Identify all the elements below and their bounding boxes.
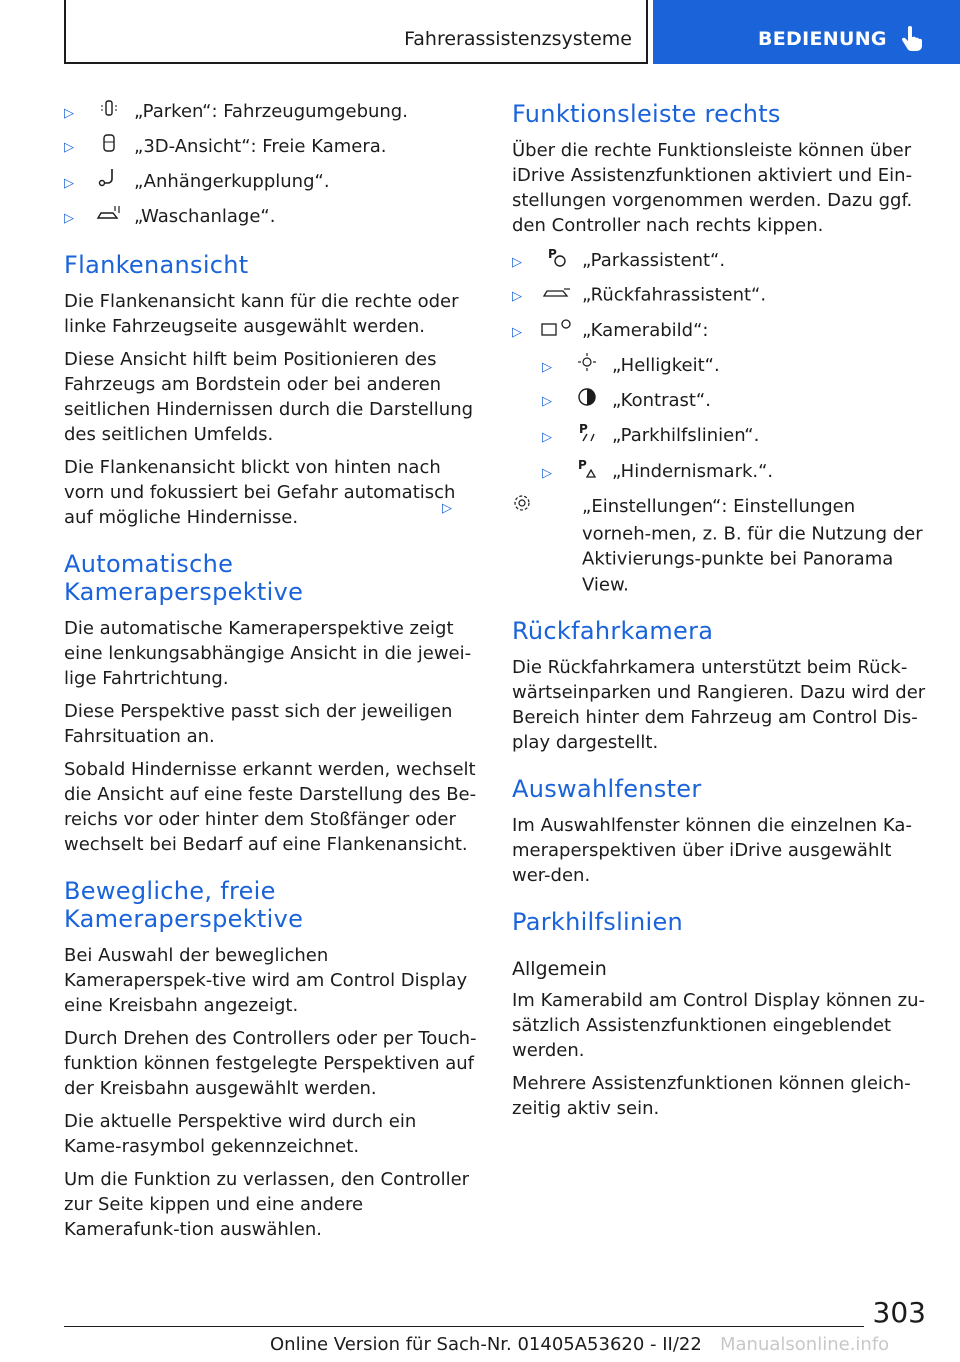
header-section-title: Fahrerassistenzsysteme <box>404 28 632 50</box>
list-item-text: „Parkhilfslinien“. <box>612 425 760 446</box>
svg-text:P: P <box>578 458 587 472</box>
paragraph: Die aktuelle Perspektive wird durch ein Kame-rasymbol gekennzeichnet. <box>64 1110 417 1157</box>
list-item-text: „Anhängerkupplung“. <box>134 171 330 192</box>
section-heading: Bewegliche, freie Kameraperspektive <box>64 876 304 933</box>
list-item <box>64 203 479 231</box>
bullet-icon: ▷ <box>542 394 552 409</box>
list-item <box>512 387 927 415</box>
reversing-assist-icon <box>532 283 582 308</box>
list-item-text: „Helligkeit“. <box>612 355 720 376</box>
camera-settings-icon <box>532 316 582 345</box>
list-item <box>442 493 927 597</box>
header-section <box>64 0 648 64</box>
contrast-icon <box>562 387 612 414</box>
paragraph: Die automatische Kameraperspektive zeigt eine lenkungsabhängige Ansicht in die jewei-lige Fahrtrichtung. <box>64 617 472 689</box>
list-item-text: „Rückfahrassistent“. <box>582 284 767 306</box>
header-chapter <box>653 0 960 64</box>
section-heading: Automatische Kameraperspektive <box>64 549 304 606</box>
3d-view-icon <box>84 133 134 160</box>
list-item <box>512 421 927 450</box>
list-item <box>512 282 927 309</box>
paragraph: Mehrere Assistenzfunktionen können gleich-zeitig aktiv sein. <box>512 1073 911 1119</box>
list-item-text: „Einstellungen“: Einstellungen vorneh-men, z. B. für die Nutzung der Aktivierungs-punkte bei Panorama View. <box>582 496 923 595</box>
bullet-icon: ▷ <box>542 465 552 481</box>
bullet-icon: ▷ <box>512 324 522 340</box>
svg-text:P: P <box>548 247 557 261</box>
list-item <box>64 167 479 196</box>
list-item <box>64 98 479 126</box>
paragraph: Über die rechte Funktionsleiste können über iDrive Assistenzfunktionen aktiviert und Ein-stellungen vorgenommen werden. Dazu ggf. den Controller nach rechts kippen. <box>512 140 913 236</box>
list-item-text: „Kamerabild“: <box>582 320 709 341</box>
list-item <box>512 457 927 486</box>
bullet-icon: ▷ <box>64 105 74 121</box>
paragraph: Sobald Hindernisse erkannt werden, wechselt die Ansicht auf eine feste Darstellung des Be-reichs vor oder hinter dem Stoßfänger oder wechselt bei Bedarf auf eine Flankenansicht. <box>64 758 477 855</box>
paragraph: Die Flankenansicht kann für die rechte oder linke Fahrzeugseite ausgewählt werden. <box>64 290 459 337</box>
trailer-hitch-icon <box>84 167 134 196</box>
paragraph: Diese Perspektive passt sich der jeweiligen Fahrsituation an. <box>64 700 453 747</box>
bullet-icon: ▷ <box>512 289 522 304</box>
subsection-heading: Allgemein <box>512 958 607 980</box>
parking-lines-icon <box>562 421 612 450</box>
section-heading: Auswahlfenster <box>512 775 702 803</box>
bullet-icon: ▷ <box>64 175 74 191</box>
watermark: Manualsonline.info <box>720 1334 890 1355</box>
paragraph: Im Kamerabild am Control Display können zu-sätzlich Assistenzfunktionen eingeblendet werden. <box>512 990 926 1061</box>
section-heading: Flankenansicht <box>64 250 249 279</box>
paragraph: Bei Auswahl der beweglichen Kameraperspek-tive wird am Control Display eine Kreisbahn angezeigt. <box>64 944 468 1016</box>
brightness-icon <box>562 352 612 379</box>
bullet-icon: ▷ <box>542 359 552 375</box>
list-item-text: „3D-Ansicht“: Freie Kamera. <box>134 135 387 157</box>
paragraph: Die Flankenansicht blickt von hinten nach vorn und fokussiert bei Gefahr automatisch auf mögliche Hindernisse. <box>64 456 456 528</box>
list-item-text: „Kontrast“. <box>612 389 711 411</box>
svg-text:P: P <box>579 422 588 436</box>
section-heading: Parkhilfslinien <box>512 908 684 936</box>
list-item <box>512 246 927 275</box>
paragraph: Im Auswahlfenster können die einzelnen Ka-meraperspektiven über iDrive ausgewählt wer-den. <box>512 815 912 886</box>
car-wash-icon <box>84 203 134 230</box>
list-item-text: „Parkassistent“. <box>582 250 726 271</box>
bullet-icon: ▷ <box>512 254 522 270</box>
bullet-icon: ▷ <box>442 500 452 516</box>
right-column <box>442 98 927 1129</box>
paragraph: Die Rückfahrkamera unterstützt beim Rück-wärtseinparken und Rangieren. Dazu wird der Bereich hinter dem Fahrzeug am Control Dis-play dargestellt. <box>512 657 926 753</box>
page-number: 303 <box>872 1296 926 1329</box>
section-heading: Funktionsleiste rechts <box>512 100 781 128</box>
paragraph: Um die Funktion zu verlassen, den Controller zur Seite kippen und eine andere Kamerafunk-tion auswählen. <box>64 1168 470 1240</box>
gear-icon <box>532 493 582 520</box>
list-item-text: „Hindernismark.“. <box>612 461 774 482</box>
bullet-icon: ▷ <box>64 140 74 155</box>
header-chapter-title: BEDIENUNG <box>758 28 887 50</box>
bullet-icon: ▷ <box>64 210 74 226</box>
left-column <box>64 98 479 1250</box>
bullet-icon: ▷ <box>542 429 552 445</box>
list-item <box>512 316 927 345</box>
paragraph: Diese Ansicht hilft beim Positionieren des Fahrzeugs am Bordstein oder bei anderen seitlichen Hindernissen durch die Darstellung des seitlichen Umfelds. <box>64 348 474 445</box>
footer-divider <box>64 1326 864 1327</box>
paragraph: Durch Drehen des Controllers oder per Touch-funktion können festgelegte Perspektiven auf der Kreisbahn ausgewählt werden. <box>64 1027 477 1099</box>
park-assist-icon <box>532 246 582 275</box>
list-item <box>512 352 927 380</box>
section-heading: Rückfahrkamera <box>512 617 714 645</box>
obstacle-marking-icon <box>562 457 612 486</box>
list-item-text: „Waschanlage“. <box>134 206 276 227</box>
footer-online-version: Online Version für Sach-Nr. 01405A53620 - II/22 <box>270 1334 702 1355</box>
list-item-text: „Parken“: Fahrzeugumgebung. <box>134 101 408 122</box>
hand-pointer-icon <box>901 26 923 52</box>
list-item <box>64 133 479 161</box>
parking-view-icon <box>84 98 134 125</box>
